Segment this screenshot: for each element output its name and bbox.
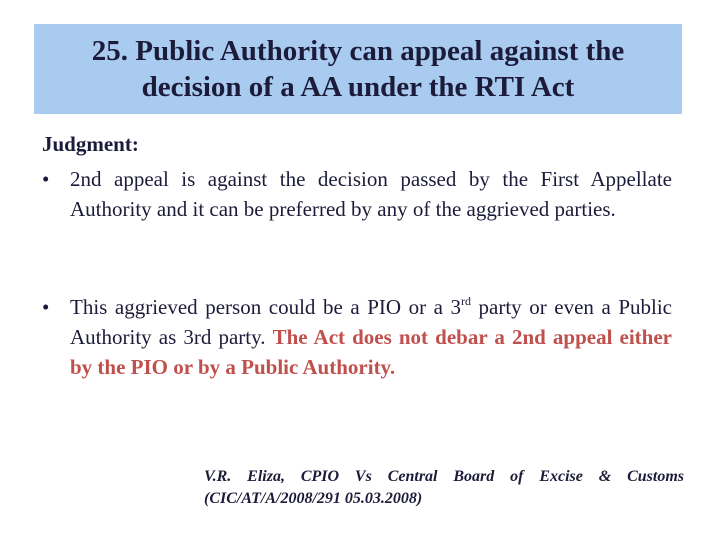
bullet-text-2: [70, 292, 672, 382]
case-citation: [204, 466, 684, 510]
highlighted-statement: The Act does not debar a 2nd appeal either by the PIO or by a Public Authority.: [70, 325, 672, 379]
judgment-heading: Judgment:: [42, 132, 139, 156]
citation-case-name: V.R. Eliza, CPIO Vs Central Board of Excise & Customs: [204, 468, 684, 485]
bullet-icon: •: [42, 167, 50, 191]
citation-reference: (CIC/AT/A/2008/291 05.03.2008): [204, 490, 423, 507]
bullet-item-2: [42, 292, 672, 382]
bullet-item-1: [42, 164, 672, 224]
bullet-text-2-part1: This aggrieved person could be a PIO or a 3: [70, 295, 461, 319]
slide-title-line-1: 25. Public Authority can appeal against the: [91, 35, 625, 67]
bullet-text-2-part2: party or even a Public Authority as 3rd party.: [70, 295, 672, 349]
ordinal-superscript: rd: [460, 294, 471, 308]
slide-title-line-2: decision of a AA under the RTI Act: [141, 71, 575, 103]
title-banner: [34, 24, 682, 114]
bullet-text-1: 2nd appeal is against the decision passed by the First Appellate Authority and it can be preferred by any of the aggrieved parties.: [70, 167, 672, 221]
bullet-icon: •: [42, 295, 50, 319]
